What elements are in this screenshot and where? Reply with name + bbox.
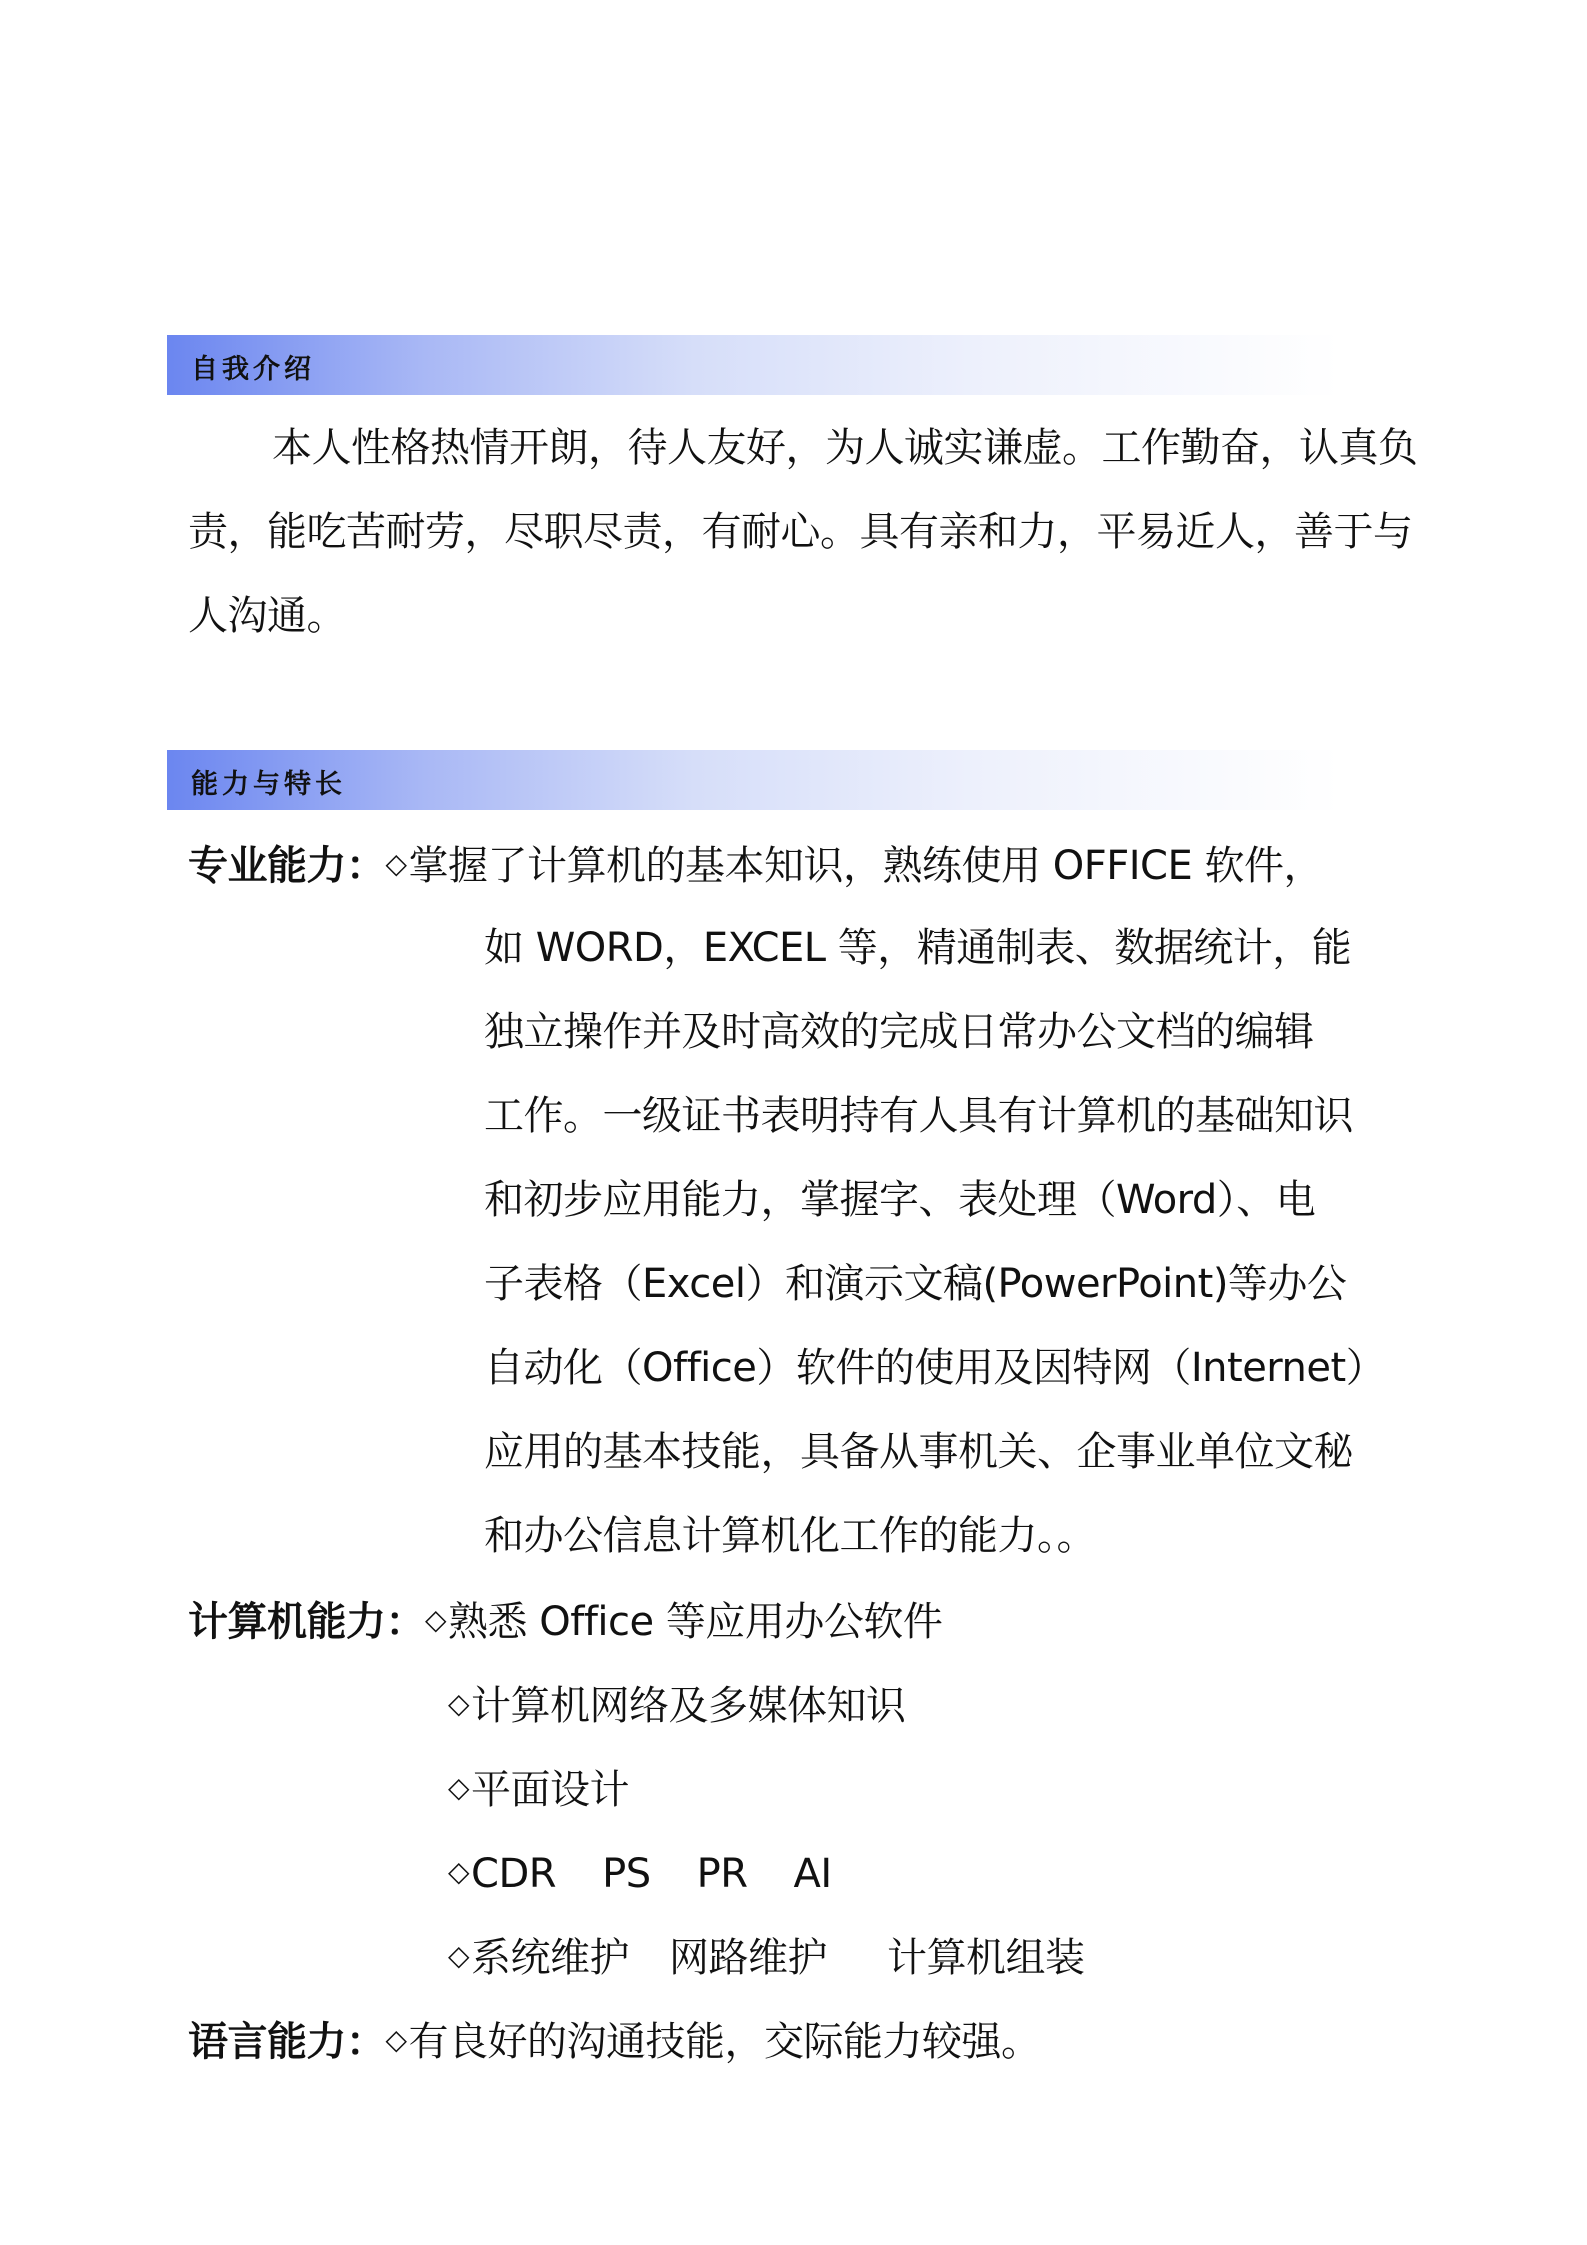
intro-text: 本人性格热情开朗，待人友好，为人诚实谦虚。工作勤奋，认真负责，能吃苦耐劳，尽职尽责，有耐心。具有亲和力，平易近人，善于与人沟通。	[188, 425, 1418, 639]
maintenance-item: 计算机组装	[887, 1935, 1085, 1981]
diamond-bullet-icon: ◇	[448, 1771, 470, 1804]
language-skills-label: 语言能力：	[188, 2019, 386, 2065]
professional-skills-line: 和初步应用能力，掌握字、表处理（Word）、电	[484, 1177, 1316, 1223]
section-title-intro: 自我介绍	[191, 354, 315, 385]
section-title-skills: 能力与特长	[191, 769, 346, 800]
computer-skills-row	[448, 1746, 629, 1832]
computer-skill-item: 熟悉 Office 等应用办公软件	[448, 1599, 943, 1645]
section-header-skills	[167, 750, 1340, 810]
software-item: CDR	[471, 1851, 557, 1897]
professional-skills-line: 子表格（Excel）和演示文稿(PowerPoint)等办公	[484, 1261, 1347, 1307]
diamond-bullet-icon: ◇	[425, 1603, 447, 1636]
professional-skills-line: 独立操作并及时高效的完成日常办公文档的编辑	[484, 1009, 1314, 1055]
diamond-bullet-icon: ◇	[385, 847, 407, 880]
professional-skills-line: 如 WORD，EXCEL 等，精通制表、数据统计，能	[484, 925, 1352, 971]
software-item: AI	[793, 1851, 832, 1897]
diamond-bullet-icon: ◇	[448, 1939, 470, 1972]
computer-skills-row	[448, 1914, 1085, 2000]
section-header-intro	[167, 335, 1340, 395]
intro-paragraph	[188, 406, 1418, 658]
professional-skills-line: 和办公信息计算机化工作的能力。。	[484, 1513, 1096, 1559]
computer-skill-item: 平面设计	[471, 1767, 630, 1813]
computer-skills-label: 计算机能力：	[188, 1599, 425, 1645]
professional-skills-label: 专业能力：	[188, 843, 386, 889]
language-skills-row	[188, 1998, 1041, 2084]
software-item: PR	[696, 1851, 748, 1897]
maintenance-item: 网路维护	[669, 1935, 828, 1981]
software-item: PS	[602, 1851, 651, 1897]
diamond-bullet-icon: ◇	[448, 1687, 470, 1720]
language-skills-text: 有良好的沟通技能，交际能力较强。	[408, 2019, 1041, 2065]
diamond-bullet-icon: ◇	[448, 1855, 470, 1888]
diamond-bullet-icon: ◇	[385, 2023, 407, 2056]
computer-skills-row	[188, 1578, 942, 1664]
professional-skills-row	[188, 822, 1323, 908]
computer-skills-row	[448, 1830, 832, 1916]
professional-skills-line: 应用的基本技能，具备从事机关、企事业单位文秘	[484, 1429, 1353, 1475]
professional-skills-line: 工作。一级证书表明持有人具有计算机的基础知识	[484, 1093, 1353, 1139]
professional-skills-line: 自动化（Office）软件的使用及因特网（Internet）	[484, 1345, 1386, 1391]
maintenance-item: 系统维护	[471, 1935, 630, 1981]
computer-skill-item: 计算机网络及多媒体知识	[471, 1683, 906, 1729]
professional-skills-first-line: 掌握了计算机的基本知识，熟练使用 OFFICE 软件，	[408, 843, 1323, 889]
computer-skills-row	[448, 1662, 906, 1748]
